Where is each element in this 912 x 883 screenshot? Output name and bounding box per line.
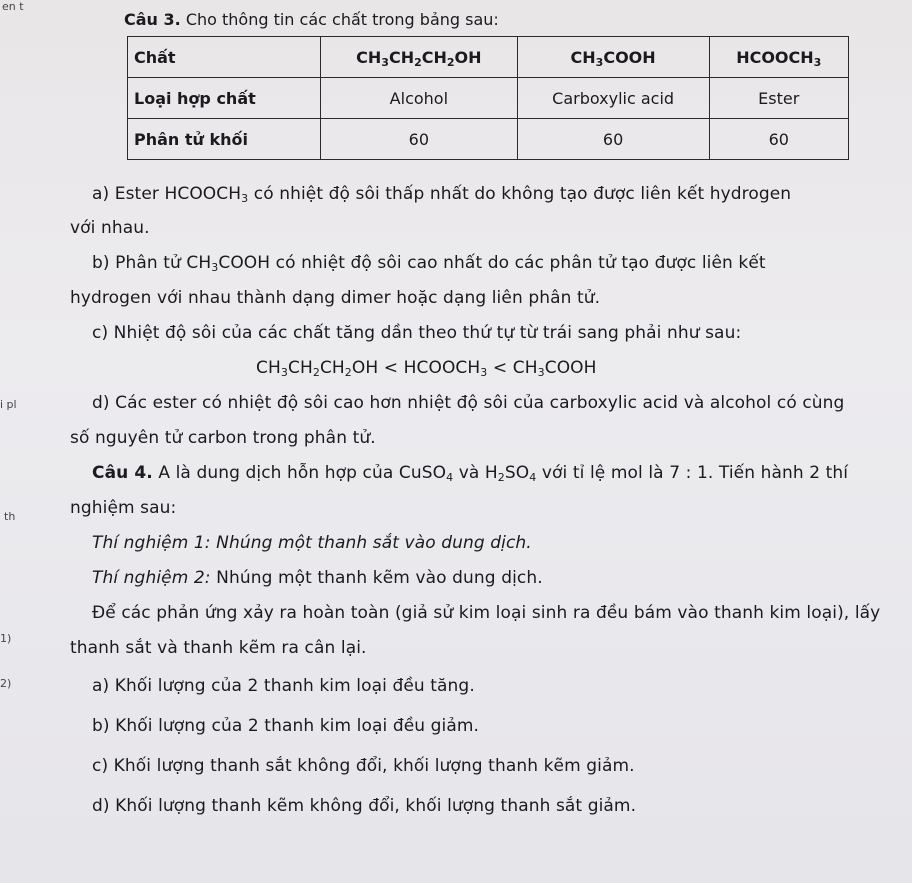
statement-a-cont: với nhau. — [70, 218, 150, 238]
statement-c: c) Nhiệt độ sôi của các chất tăng dần theo thứ tự từ trái sang phải như sau: — [92, 323, 742, 343]
row-label-mass: Phân tử khối — [128, 119, 321, 160]
statement-b: b) Phân tử $CH_3COOH$ có nhiệt độ sôi cao nhất do các phân tử tạo được liên kết — [92, 253, 766, 274]
boiling-order-formula: $CH_3CH_2CH_2OH$ < $HCOOCH_3$ < $CH_3COOH$ — [256, 358, 597, 379]
table-cell: Alcohol — [321, 78, 518, 119]
table-cell: Carboxylic acid — [517, 78, 709, 119]
table-row — [128, 37, 849, 78]
option-d: d) Khối lượng thanh kẽm không đổi, khối lượng thanh sắt giảm. — [92, 796, 637, 816]
row-label-type: Loại hợp chất — [128, 78, 321, 119]
option-c: c) Khối lượng thanh sắt không đổi, khối lượng thanh kẽm giảm. — [92, 756, 635, 776]
edge-mark: 2) — [0, 677, 12, 690]
compound-info-table — [127, 36, 849, 160]
question-3-heading — [124, 10, 499, 29]
table-cell: 60 — [321, 119, 518, 160]
experiment-2: Thí nghiệm 2: Nhúng một thanh kẽm vào dung dịch. — [92, 568, 543, 588]
table-cell: 60 — [709, 119, 849, 160]
table-cell: Ester — [709, 78, 849, 119]
statement-b-cont: hydrogen với nhau thành dạng dimer hoặc dạng liên phân tử. — [70, 288, 601, 308]
edge-mark: i pl — [0, 398, 17, 411]
option-b: b) Khối lượng của 2 thanh kim loại đều giảm. — [92, 716, 480, 736]
statement-d: d) Các ester có nhiệt độ sôi cao hơn nhiệt độ sôi của carboxylic acid và alcohol có cùng — [92, 393, 845, 413]
formula-cell: $CH_3CH_2CH_2OH$ — [321, 37, 518, 78]
question-4-intro: Câu 4. A là dung dịch hỗn hợp của CuSO$_4$ và $H_2SO_4$ với tỉ lệ mol là 7 : 1. Tiến hành 2 thí — [92, 463, 849, 484]
statement-a: a) Ester $HCOOCH_3$ có nhiệt độ sôi thấp nhất do không tạo được liên kết hydrogen — [92, 184, 792, 205]
edge-mark: th — [4, 510, 16, 523]
formula-cell: $HCOOCH_3$ — [709, 37, 849, 78]
option-a: a) Khối lượng của 2 thanh kim loại đều tăng. — [92, 676, 475, 696]
table-cell: 60 — [517, 119, 709, 160]
table-header-cell: Chất — [128, 37, 321, 78]
table-row — [128, 78, 849, 119]
statement-d-cont: số nguyên tử carbon trong phân tử. — [70, 428, 376, 448]
condition-text-cont: thanh sắt và thanh kẽm ra cân lại. — [70, 638, 367, 658]
table-row — [128, 119, 849, 160]
edge-mark: 1) — [0, 632, 12, 645]
question-4-intro-cont: nghiệm sau: — [70, 498, 177, 518]
experiment-1: Thí nghiệm 1: Nhúng một thanh sắt vào dung dịch. — [92, 533, 532, 553]
question-number: Câu 4. — [92, 463, 153, 483]
formula-cell: $CH_3COOH$ — [517, 37, 709, 78]
question-prompt: Cho thông tin các chất trong bảng sau: — [185, 10, 499, 29]
question-number: Câu 3. — [124, 10, 181, 29]
edge-mark: en t — [2, 0, 24, 13]
condition-text: Để các phản ứng xảy ra hoàn toàn (giả sử kim loại sinh ra đều bám vào thanh kim loại), lấy — [92, 603, 881, 623]
